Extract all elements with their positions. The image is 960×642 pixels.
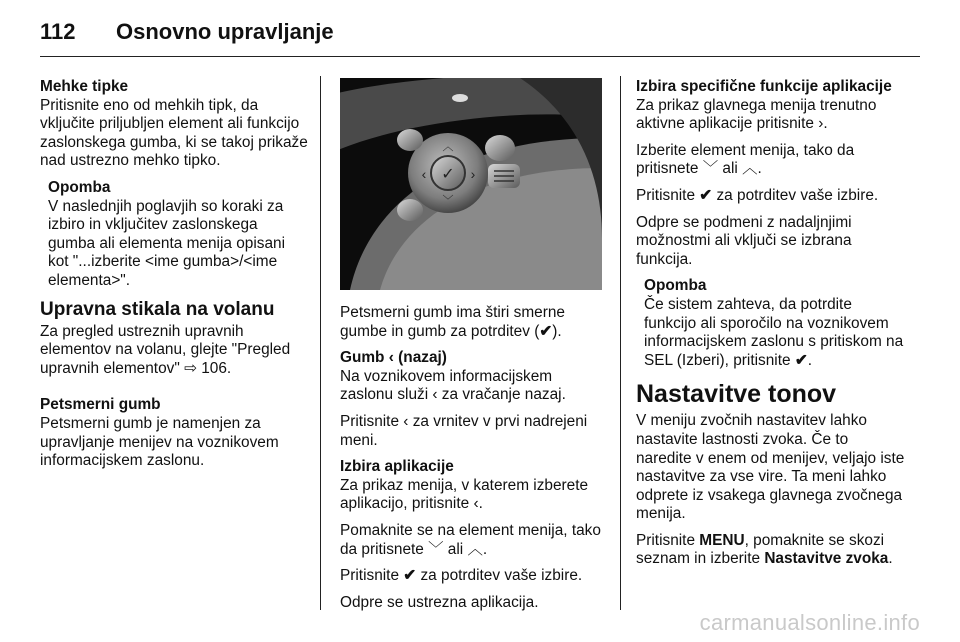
soft-keys-heading: Mehke tipke [40,78,129,95]
spec-text-b: . [823,115,828,133]
multi-text: Petsmerni gumb je namenjen za upravljanje menijev na voznikovem informacijskem zaslonu. [40,414,279,470]
tone-text: V meniju zvočnih nastavitev lahko nastavite lastnosti zvoka. Če to naredite v enem od menijev, veljajo iste nastavitve za vse vire. Ta meni lahko odprete iz vsakega glavnega zvočnega menija. [636,412,905,523]
soft-keys-text: Pritisnite eno od mehkih tipk, da vključite priljubljen element ali funkcijo zaslonskega gumba, ki se takoj prikaže nad ustrezno mehko tipko. [40,96,308,170]
p4: Odpre se podmeni z nadaljnjimi možnostmi ali vključi se izbrana funkcija. [636,213,852,268]
app-text-a: Za prikaz menija, v katerem izberete aplikacijo, pritisnite [340,476,589,513]
chevron-up-icon: ︿ [742,160,758,178]
p3 [340,413,608,450]
app-text-b: . [478,495,483,513]
note-text-b: . [807,351,813,369]
page-ref-arrow-icon: ⇨ [184,359,197,377]
column-2 [340,78,608,620]
chevron-down-icon: ﹀ [428,540,444,558]
spec-text [636,97,908,134]
back-heading-a: Gumb [340,349,389,367]
note-text-a: Če sistem zahteva, da potrdite funkcijo ali sporočilo na voznikovem informacijskem zaslonu s pritiskom na SEL (Izberi), pritisnite [644,295,904,369]
menu-label: MENU [699,531,745,549]
p7: Odpre se ustrezna aplikacija. [340,593,539,611]
column-divider-1 [320,76,321,610]
p6 [340,567,608,586]
tone-heading: Nastavitve tonov [636,380,837,409]
p3-text-a: Pritisnite [340,412,404,430]
back-text-a: Na voznikovem informacijskem zaslonu služi [340,367,553,404]
column-divider-2 [620,76,621,610]
p5-text-a: Pomaknite se na element menija, tako da pritisnete [340,521,601,558]
spec-heading: Izbira specifične funkcije aplikacije [636,78,892,95]
p1 [340,304,608,341]
p6-text-a: Pritisnite [340,567,404,585]
note-text: V naslednjih poglavjih so koraki za izbiro in vključitev zaslonskega gumba ali elementa menija opisani kot "...izberite <ime gumba>/<ime elementa>". [48,197,285,289]
last-paragraph [636,532,908,569]
back-icon: ‹ [403,412,409,430]
note-heading: Opomba [644,277,707,295]
back-text-b: za vračanje nazaj. [437,386,566,404]
last-text-b: , pomaknite se skozi seznam in izberite [636,531,885,568]
back-text [340,368,608,405]
steering-wheel-controls-photo [340,78,602,290]
section-text-part: Za pregled ustreznih upravnih elementov na volanu, glejte "Pregled upravnih elementov" [40,322,291,377]
p6-text-b: za potrditev vaše izbire. [416,567,583,585]
sound-settings-label: Nastavitve zvoka [764,550,889,568]
note-block [48,179,308,291]
section-heading: Upravna stikala na volanu [40,298,275,320]
svg-text:︿: ︿ [442,141,454,153]
svg-text:›: › [470,166,476,182]
section-text [40,323,308,379]
column-3 [636,78,908,577]
header-rule [40,56,920,57]
multi-heading: Petsmerni gumb [40,396,161,414]
steering-wheel-illustration [340,78,602,290]
back-heading [340,349,608,368]
p2-text-mid: ali [718,160,743,178]
svg-text:‹: ‹ [421,166,427,182]
check-icon: ✔ [794,351,808,369]
back-heading-b: (nazaj) [393,349,447,367]
forward-icon: › [818,115,824,133]
p3-text-b: za potrditev vaše izbire. [712,186,879,204]
check-icon: ✔ [403,567,417,585]
svg-text:✓: ✓ [441,164,455,183]
check-icon: ✔ [699,186,713,204]
p1-text-b: ). [552,322,562,340]
p5 [340,522,608,559]
watermark: carmanualsonline.info [699,610,920,635]
page-header [40,12,334,52]
p5-text-mid: ali [443,540,468,558]
p3 [636,187,908,206]
p1-text-a: Petsmerni gumb ima štiri smerne gumbe in gumb za potrditev ( [340,304,565,340]
p2-text-a: Izberite element menija, tako da pritisnete [636,141,855,178]
check-icon: ✔ [539,322,553,340]
page-title: Osnovno upravljanje [116,19,334,44]
note-block [644,277,908,370]
last-text-a: Pritisnite [636,531,700,549]
p3-text-a: Pritisnite [636,186,700,204]
note-heading: Opomba [48,178,111,196]
section-ref-page: 106. [196,359,232,377]
back-icon: ‹ [473,495,479,513]
page-number: 112 [40,19,76,44]
p5-text-b: . [482,540,488,558]
column-1 [40,78,308,479]
p2-text-b: . [757,160,762,178]
chevron-up-icon: ︿ [467,540,483,558]
spec-text-a: Za prikaz glavnega menija trenutno aktivne aplikacije pritisnite [636,96,877,133]
svg-text:﹀: ﹀ [442,195,454,207]
last-text-c: . [888,550,893,568]
p2 [636,142,908,179]
back-icon: ‹ [432,386,438,404]
note-text [644,296,908,370]
p3-text-b: za vrnitev v prvi nadrejeni meni. [340,412,588,449]
back-icon: ‹ [388,349,394,367]
chevron-down-icon: ﹀ [702,160,719,178]
app-heading: Izbira aplikacije [340,458,454,476]
app-text [340,477,608,514]
